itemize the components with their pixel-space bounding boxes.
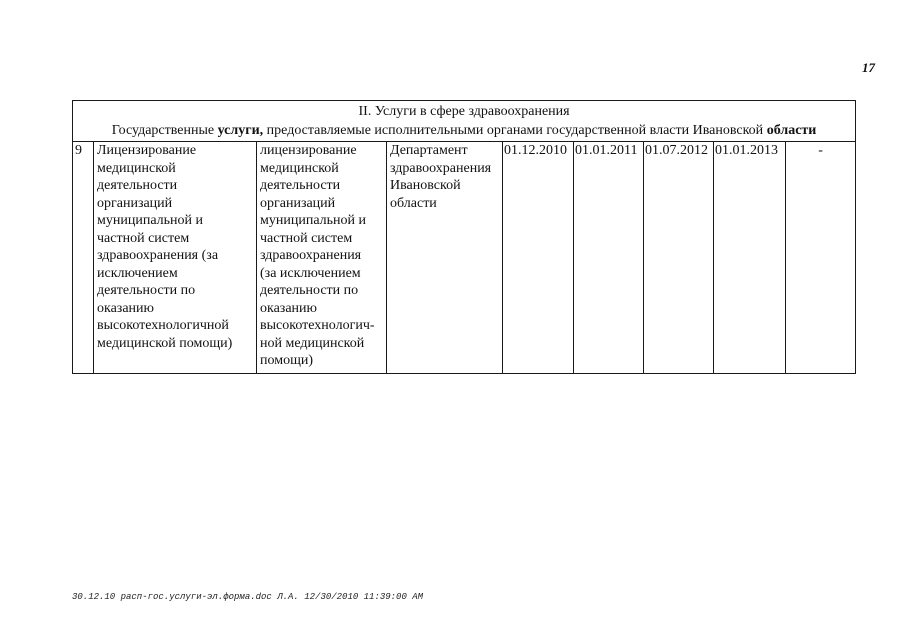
- service-name-cell: [94, 142, 257, 374]
- text-line: муниципальной и: [97, 213, 204, 228]
- section-title: II. Услуги в сфере здравоохранения: [358, 104, 570, 119]
- text-line: медицинской помощи): [97, 335, 233, 351]
- section-subtitle: [73, 121, 855, 140]
- text-line: ной медицинской: [260, 335, 365, 351]
- row-number-cell: 9: [73, 142, 94, 374]
- date-cell-1: 01.12.2010: [503, 142, 574, 374]
- subtitle-part: предоставляемые исполнительными органами государственной власти Ивановской: [263, 123, 767, 138]
- text-line: деятельности: [260, 178, 341, 193]
- text-line: оказанию: [97, 300, 154, 316]
- text-line: Ивановской: [390, 178, 461, 193]
- text-line: здравоохранения: [260, 248, 362, 263]
- text-line: (за исключением: [260, 265, 361, 281]
- text-line: деятельности по: [97, 283, 196, 298]
- text-line: оказанию: [260, 300, 317, 316]
- subtitle-part-bold: области: [766, 123, 817, 138]
- text-line: организаций: [260, 195, 336, 211]
- text-line: частной систем: [260, 230, 353, 246]
- text-line: медицинской: [260, 160, 339, 176]
- text-line: Лицензирование: [97, 143, 197, 158]
- text-line: здравоохранения: [390, 160, 492, 176]
- text-line: деятельности по: [260, 283, 359, 298]
- text-line: частной систем: [97, 230, 190, 246]
- text-line: высокотехнологич-: [260, 318, 375, 333]
- subtitle-part: Государственные: [111, 123, 218, 138]
- text-line: Департамент: [390, 143, 468, 158]
- text-line: муниципальной и: [260, 213, 367, 228]
- date-cell-4: 01.01.2013: [714, 142, 786, 374]
- table-header-cell: [73, 101, 856, 142]
- subtitle-part-bold: услуги,: [217, 123, 264, 138]
- table-header-row: [73, 101, 856, 142]
- date-cell-3: 01.07.2012: [644, 142, 714, 374]
- document-footer: 30.12.10 расп-гос.услуги-эл.форма.doc Л.А. 12/30/2010 11:39:00 AM: [72, 592, 424, 602]
- date-cell-2: 01.01.2011: [574, 142, 644, 374]
- text-line: области: [390, 195, 437, 211]
- text-line: здравоохранения (за: [97, 248, 219, 263]
- text-line: организаций: [97, 195, 173, 211]
- text-line: деятельности: [97, 178, 178, 193]
- text-line: помощи): [260, 353, 314, 368]
- text-line: медицинской: [97, 160, 176, 176]
- text-line: высокотехнологичной: [97, 318, 229, 333]
- table-row: [73, 142, 856, 374]
- page-number: 17: [862, 60, 875, 75]
- agency-cell: [387, 142, 503, 374]
- text-line: исключением: [97, 265, 178, 281]
- note-cell: -: [786, 142, 856, 374]
- services-table: [72, 100, 856, 374]
- text-line: лицензирование: [260, 143, 357, 158]
- function-name-cell: [257, 142, 387, 374]
